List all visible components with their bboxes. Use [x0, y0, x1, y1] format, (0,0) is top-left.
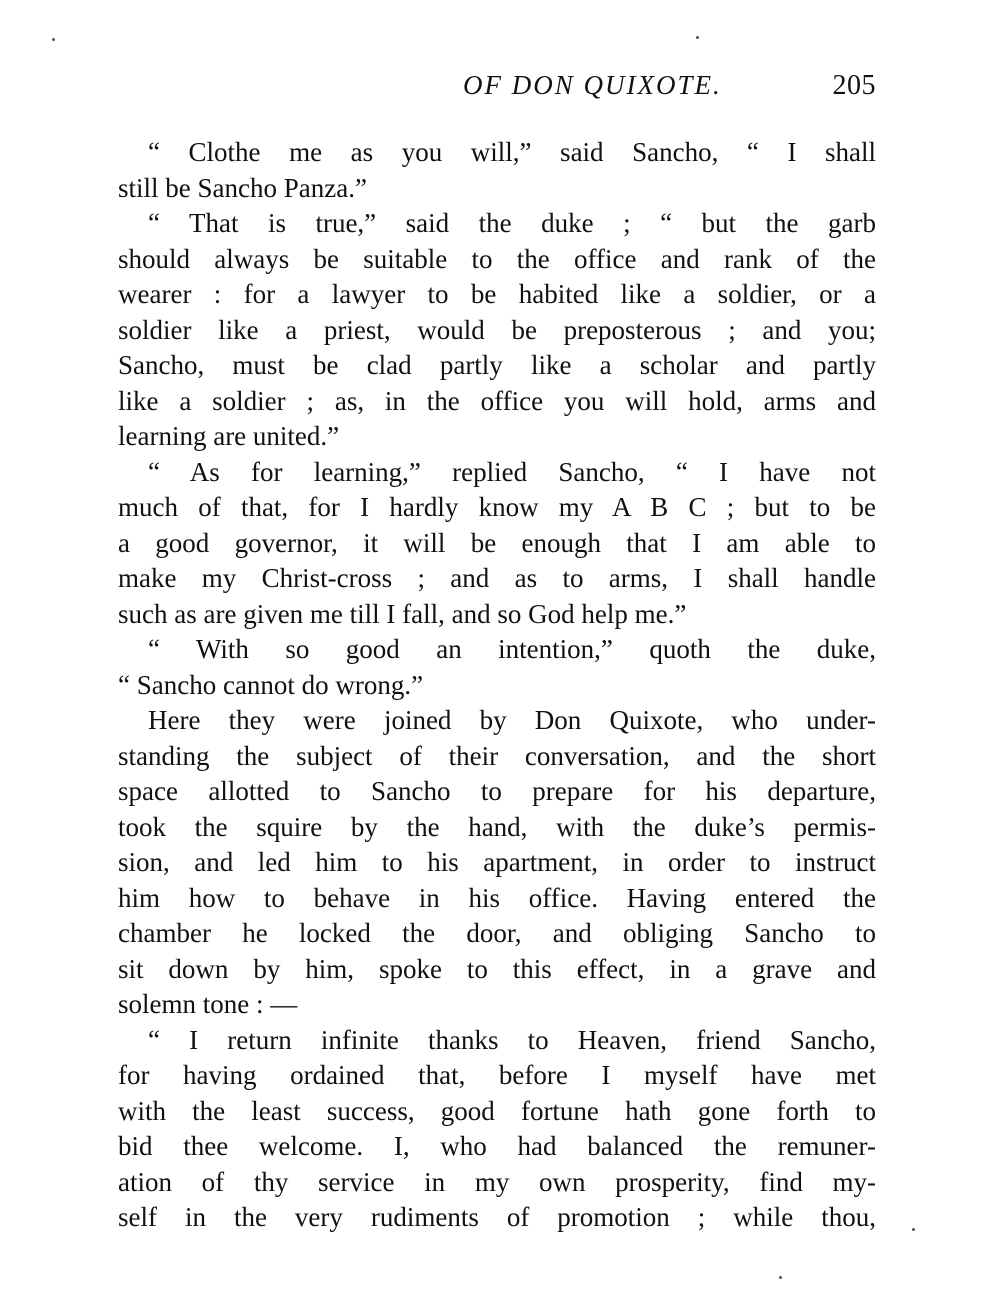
text-line: chamber he locked the door, and obliging Sancho to [118, 918, 876, 948]
text-line: solemn tone : — [118, 989, 298, 1019]
text-line: much of that, for I hardly know my A B C ; but to be [118, 492, 876, 522]
text-line: Sancho, must be clad partly like a scholar and partly [118, 350, 876, 380]
text-line: “ Sancho cannot do wrong.” [118, 669, 424, 700]
print-speck [696, 36, 699, 39]
print-speck [52, 38, 55, 41]
text-line: soldier like a priest, would be preposterous ; and you; [118, 314, 876, 345]
text-line: like a soldier ; as, in the office you will hold, arms and [118, 385, 876, 416]
text-line: sit down by him, spoke to this effect, in a grave and [118, 953, 876, 984]
text-line: “ I return infinite thanks to Heaven, friend Sancho, [148, 1024, 876, 1055]
text-line: him how to behave in his office. Having entered the [118, 882, 876, 913]
text-line: should always be suitable to the office and rank of the [118, 243, 876, 274]
text-line: “ With so good an intention,” quoth the duke, [148, 634, 876, 664]
running-title: OF DON QUIXOTE. [463, 70, 722, 100]
text-line: with the least success, good fortune hath gone forth to [118, 1095, 876, 1126]
text-line: make my Christ-cross ; and as to arms, I shall handle [118, 563, 876, 593]
body-text [118, 135, 876, 1236]
text-line: wearer : for a lawyer to be habited like a soldier, or a [118, 279, 876, 309]
text-line: space allotted to Sancho to prepare for his departure, [118, 776, 876, 806]
page-header [118, 70, 876, 110]
text-line: for having ordained that, before I myself have met [118, 1060, 876, 1090]
text-line: “ As for learning,” replied Sancho, “ I have not [148, 456, 876, 487]
text-line: self in the very rudiments of promotion ; while thou, [118, 1202, 876, 1232]
page-number: 205 [832, 70, 876, 101]
text-line: took the squire by the hand, with the duke’s permis- [118, 811, 876, 842]
text-line: such as are given me till I fall, and so God help me.” [118, 598, 687, 629]
print-speck [912, 1228, 915, 1231]
print-speck [779, 1276, 782, 1279]
text-line: ation of thy service in my own prosperity, find my- [118, 1166, 876, 1197]
text-line: “ Clothe me as you will,” said Sancho, “ I shall [148, 137, 876, 167]
text-line: still be Sancho Panza.” [118, 172, 367, 203]
text-line: sion, and led him to his apartment, in order to instruct [118, 847, 876, 877]
text-line: “ That is true,” said the duke ; “ but the garb [148, 208, 876, 238]
text-line: a good governor, it will be enough that I am able to [118, 527, 876, 558]
text-line: learning are united.” [118, 421, 340, 451]
text-line: Here they were joined by Don Quixote, who under- [148, 705, 876, 735]
text-line: bid thee welcome. I, who had balanced the remuner- [118, 1131, 876, 1161]
text-line: standing the subject of their conversation, and the short [118, 740, 876, 771]
